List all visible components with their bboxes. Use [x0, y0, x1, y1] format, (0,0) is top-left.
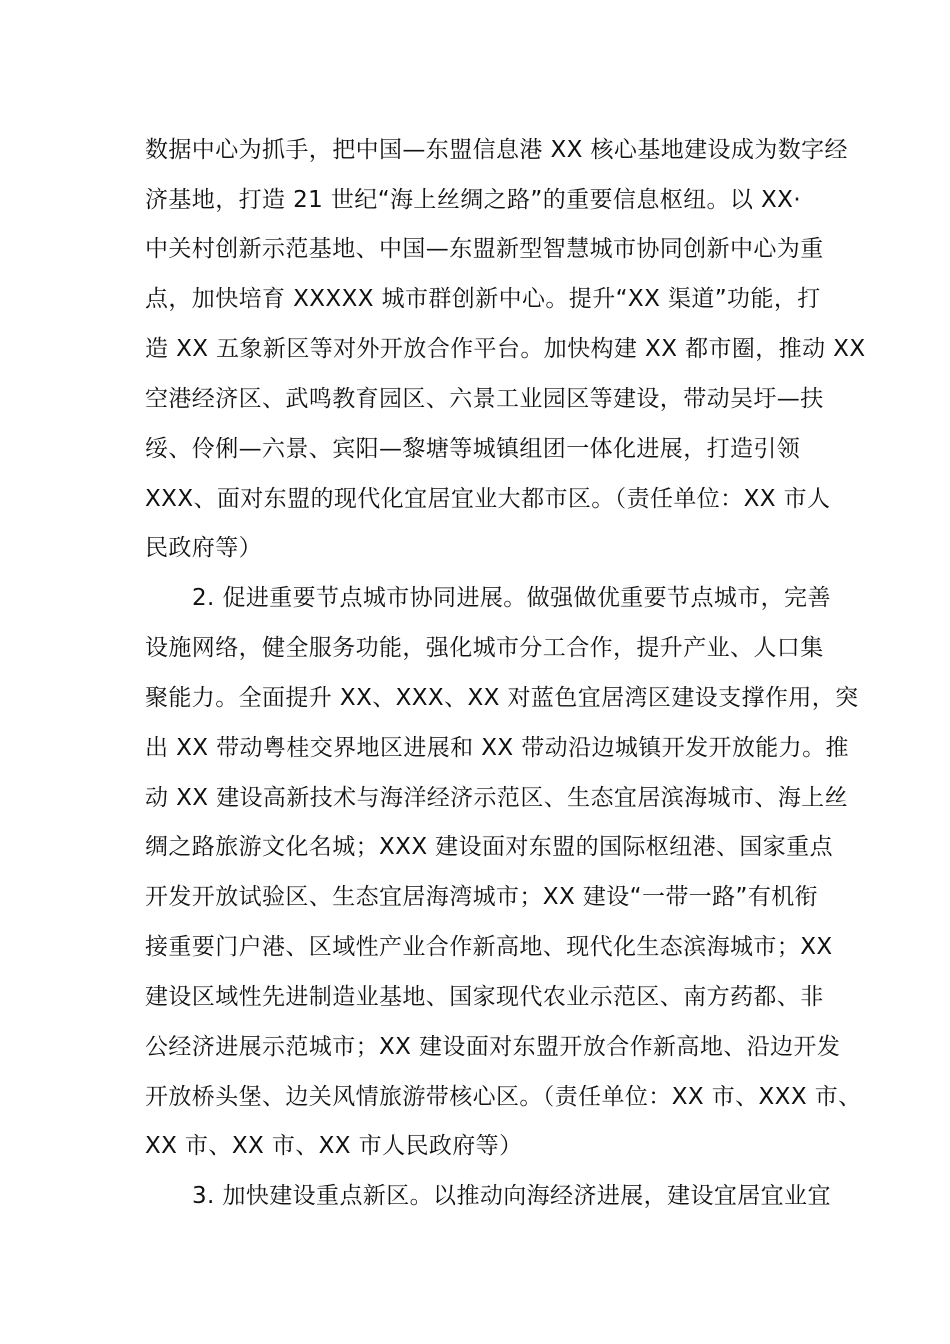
text-line: 造 XX 五象新区等对外开放合作平台。加快构建 XX 都市圈，推动 XX [145, 336, 866, 362]
text-line: 动 XX 建设高新技术与海洋经济示范区、生态宜居滨海城市、海上丝 [145, 785, 848, 811]
text-line: 点，加快培育 XXXXX 城市群创新中心。提升“XX 渠道”功能，打 [145, 286, 821, 312]
paragraph-first-line: 3. 加快建设重点新区。以推动向海经济进展，建设宜居宜业宜 [192, 1183, 831, 1209]
text-line: 出 XX 带动粤桂交界地区进展和 XX 带动沿边城镇开发开放能力。推 [145, 735, 849, 761]
text-line: 聚能力。全面提升 XX、XXX、XX 对蓝色宜居湾区建设支撑作用，突 [145, 685, 859, 711]
text-line: 设施网络，健全服务功能，强化城市分工合作，提升产业、人口集 [145, 635, 824, 661]
text-line: 绸之路旅游文化名城；XXX 建设面对东盟的国际枢纽港、国家重点 [145, 834, 833, 860]
text-line: 民政府等） [145, 535, 262, 561]
text-line: 绥、伶俐—六景、宾阳—黎塘等城镇组团一体化进展，打造引领 [145, 436, 801, 462]
text-line: 中关村创新示范基地、中国—东盟新型智慧城市协同创新中心为重 [145, 236, 824, 262]
text-line: 开放桥头堡、边关风情旅游带核心区。（责任单位：XX 市、XXX 市、 [145, 1084, 862, 1110]
paragraph-first-line: 2. 促进重要节点城市协同进展。做强做优重要节点城市，完善 [192, 585, 831, 611]
text-line: 公经济进展示范城市；XX 建设面对东盟开放合作新高地、沿边开发 [145, 1034, 841, 1060]
text-line: 数据中心为抓手，把中国—东盟信息港 XX 核心基地建设成为数字经 [145, 137, 848, 163]
text-line: 接重要门户港、区域性产业合作新高地、现代化生态滨海城市；XX [145, 934, 833, 960]
text-line: 空港经济区、武鸣教育园区、六景工业园区等建设，带动吴圩—扶 [145, 386, 824, 412]
text-line: 济基地，打造 21 世纪“海上丝绸之路”的重要信息枢纽。以 XX· [145, 187, 802, 213]
text-line: 建设区域性先进制造业基地、国家现代农业示范区、南方药都、非 [145, 984, 824, 1010]
text-line: XX 市、XX 市、XX 市人民政府等） [145, 1133, 523, 1159]
text-line: XXX、面对东盟的现代化宜居宜业大都市区。（责任单位：XX 市人 [145, 486, 831, 512]
text-line: 开发开放试验区、生态宜居海湾城市；XX 建设“一带一路”有机衔 [145, 884, 819, 910]
